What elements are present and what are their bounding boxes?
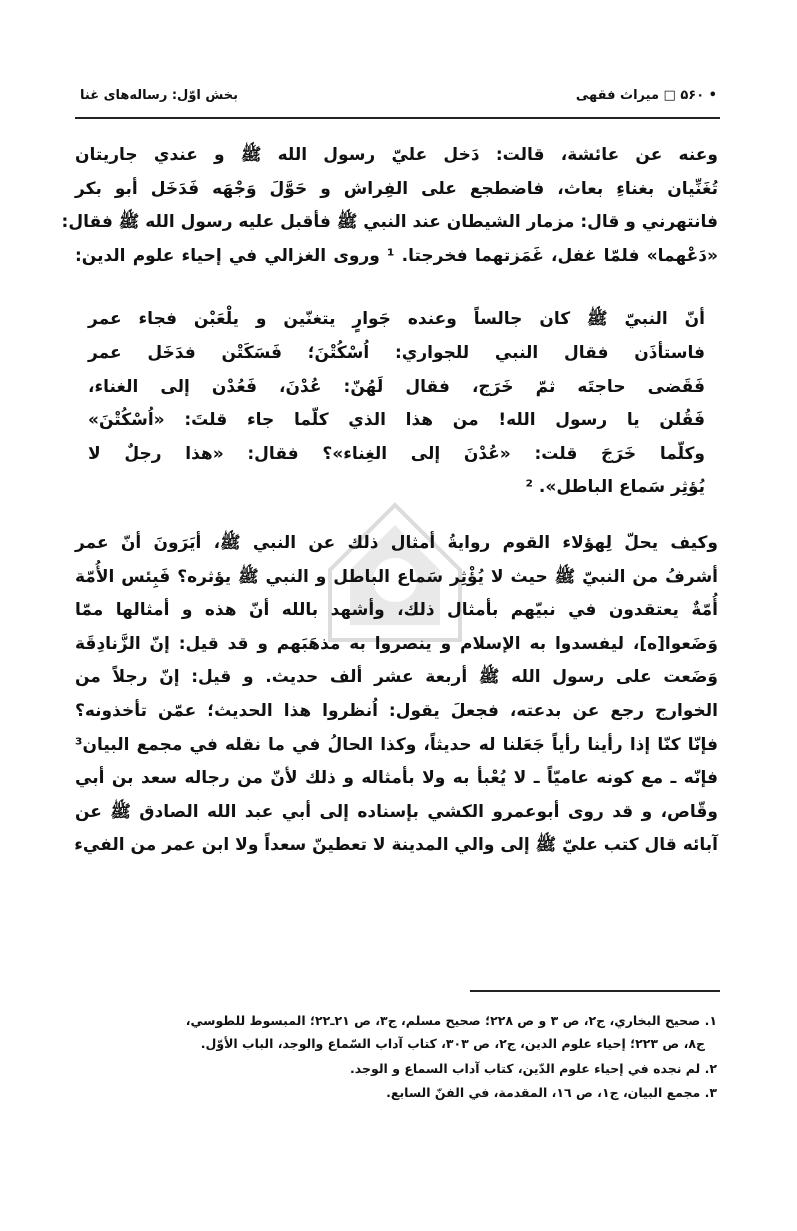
footnote-divider <box>470 990 720 992</box>
text-line: وكيف يحلّ لِهؤلاء القوم روايةُ أمثال ذلك عن النبي ﷺ، أيَرَونَ أنّ عمر <box>75 533 718 553</box>
text-line: فاستأذَن فقال النبي للجواري: اُسْكُتْنَ؛ فَسَكَتْن فدَخَل عمر <box>88 343 705 363</box>
running-header-page-title: • ۵۶۰ □ میراث فقهی <box>575 88 717 103</box>
text-line: وَضَعت على رسول الله ﷺ أربعة عشر ألف حديث. و قيل: إنّ رجلاً من <box>75 667 718 688</box>
text-line: فإنّه ـ مع كونه عاميّاً ـ لا يُعْبأ به ولا بأمثاله و ذلك لأنّ من رجاله سعد بن أبي <box>75 768 718 789</box>
text-line: يُؤثِر سَماع الباطل». ² <box>525 477 705 498</box>
footnote: ١. صحيح البخاري، ج٢، ص ٣ و ص ٢٢٨؛ صحيح مسلم، ج٣، ص ٢١ـ٢٢؛ المبسوط للطوسي، <box>185 1013 717 1028</box>
text-line: آبائه قال كتب عليّ ﷺ إلى والي المدينة لا تعطينّ سعداً ولا ابن عمر من الفيء <box>74 835 718 856</box>
running-header-section-title: بخش اوّل: رساله‌های غنا <box>80 88 239 103</box>
text-line: فإنّا كنّا إذا رأينا رأياً جَعَلنا له حديثاً، وكذا الحالُ في ما نقله في مجمع البيان³ <box>75 734 718 755</box>
text-line: تُغَنِّيان بغناءِ بعاث، فاضطجع على الفِراش و حَوَّلَ وَجْهَه فَدَخَل أبو بكر <box>75 178 718 199</box>
footnote: ج٨، ص ٢٢٣؛ إحياء علوم الدين، ج٢، ص ٣٠٣، كتاب آداب السّماع والوجد، الباب الأوّل. <box>200 1036 705 1051</box>
header-divider <box>75 117 720 119</box>
text-line: أُمّةٌ يعتقدون في نبيّهم بأمثال ذلك، وأشهد بالله أنّ هذه و أمثالها ممّا <box>75 600 718 621</box>
text-line: الخوارج رجع عن بدعته، فجعلَ يقول: اُنظروا هذا الحديث؛ عمّن تأخذونه؟ <box>75 701 718 721</box>
text-line: فَقَضى حاجتَه ثمّ خَرَج، فقال لَهُنّ: عُدْنَ، فَعُدْن إلى الغناء، <box>88 376 705 397</box>
text-line: وكلّما خَرَجَ قلت: «عُدْنَ إلى الغِناء»؟ فقال: «هذا رجلٌ لا <box>88 443 705 464</box>
text-line: وَضَعوا[ه]، ليفسدوا به الإسلام و ينصروا به مذهَبَهم و قد قيل: إنّ الزَّنادِقَة <box>75 633 718 654</box>
text-line: فَقُلن يا رسول الله! من هذا الذي كلّما جاء قلتَ: «اُسْكُتْنَ» <box>88 410 705 431</box>
text-line: فانتهرني و قال: مزمار الشيطان عند النبي ﷺ فأقبل عليه رسول الله ﷺ فقال: <box>61 212 718 233</box>
footnote: ٣. مجمع البيان، ج١، ص ١٦، المقدمة، في الفنّ السابع. <box>386 1085 717 1100</box>
footnote: ٢. لم نجده في إحياء علوم الدّين، كتاب آداب السماع و الوجد. <box>350 1061 717 1076</box>
text-line: أنّ النبيّ ﷺ كان جالساً وعنده جَوارٍ يتغنّين و يلْعَبْن فجاء عمر <box>88 309 705 330</box>
text-line: وعنه عن عائشة، قالت: دَخل عليّ رسول الله ﷺ و عندي جاريتان <box>75 145 718 165</box>
text-line: وقّاص، و قد روى أبوعمرو الكشي بإسناده إلى أبي عبد الله الصادق ﷺ عن <box>75 801 718 822</box>
text-line: «دَعْهما» فلمّا غفل، غَمَزتهما فخرجتا. ¹ وروى الغزالي في إحياء علوم الدين: <box>75 245 718 266</box>
text-line: أشرفُ من النبيّ ﷺ حيث لا يُؤْثِر سَماع الباطل و النبي ﷺ يؤثره؟ فَبِئس الأُمّة <box>75 566 718 587</box>
